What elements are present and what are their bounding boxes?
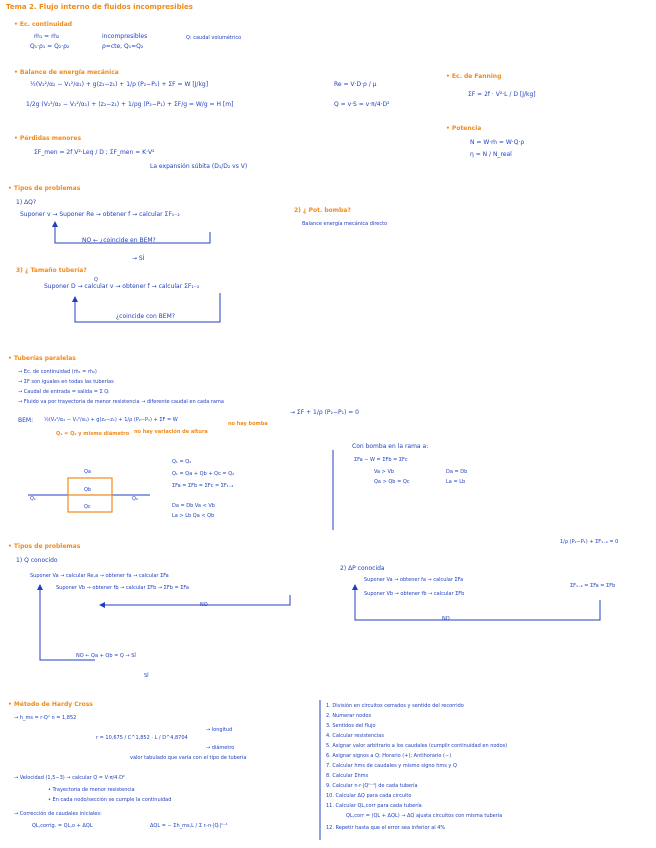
- page-title: Tema 2. Flujo interno de fluidos incompresibles: [6, 3, 193, 11]
- step-11-note: QL,corr = (QL + ΔQL) → ΔQ ajusta circuitos con misma tubería: [346, 813, 503, 819]
- pump-eq-2: Va > Vb: [374, 469, 395, 475]
- parallel-bem-result: → ΣF + 1/ρ (P₂−P₁) = 0: [290, 409, 359, 416]
- power-eq2: η = N / N_real: [470, 151, 512, 158]
- problem-3-q: Q: [94, 277, 98, 283]
- q-known-flow-b: Suponer Vb → obtener fb → calcular ΣFb → ΣFb = ΣFa: [56, 585, 189, 591]
- parallel-eq-5: La > Lb Qa < Qb: [172, 513, 215, 519]
- loop-arrow-q2: [40, 585, 95, 660]
- parallel-eq-2: Q₁ = Qa + Qb + Qc = Q₂: [172, 471, 235, 477]
- pump-eq-4: Da = Db: [446, 469, 468, 475]
- step-4: 4. Calcular resistencias: [326, 733, 384, 739]
- minor-losses-note: La expansión súbita (D₁/D₂ vs V): [150, 163, 248, 170]
- parallel-item-1: → Ec. de continuidad (ṁ₁ = ṁ₂): [18, 369, 97, 375]
- power-heading: • Potencia: [446, 125, 482, 132]
- pump-eq-3: Qa > Qb = Qc: [374, 479, 410, 485]
- step-6: 6. Asignar signos a Q: Horario (+); Antihorario (−): [326, 753, 452, 759]
- continuity-incompressible-eq: ρ=cte, Q₁=Q₂: [102, 43, 144, 50]
- loop-arrow-q: [100, 595, 290, 605]
- parallel-note-c: no hay bomba: [228, 421, 268, 427]
- q-known-flow-a: Suponer Va → calcular Re,a → obtener fa → calcular ΣFa: [30, 573, 169, 579]
- hardy-velocity: → Velocidad (1,5−3) → calcular Q = V·π/4·D²: [14, 775, 125, 781]
- parallel-eq-1: Q₁ = Q₂: [172, 459, 192, 465]
- hardy-r-note: valor tabulado que varía con el tipo de tubería: [130, 755, 247, 761]
- parallel-eq-4: Da = Db Va < Vb: [172, 503, 215, 509]
- fanning-heading: • Ec. de Fanning: [446, 73, 502, 80]
- problem-types2-heading: • Tipos de problemas: [8, 543, 81, 550]
- power-eq1: N = W·ṁ = W·Q·ρ: [470, 139, 525, 146]
- continuity-heading: • Ec. continuidad: [14, 21, 73, 28]
- step-9: 9. Calcular n·r·|Qⁿ⁻¹| de cada tubería: [326, 783, 418, 789]
- dp-flow-b: Suponer Vb → obtener fb → calcular ΣFb: [364, 591, 465, 597]
- problem-1-check: NO ← ¿coincide en BEM?: [82, 237, 156, 244]
- parallel-bem-label: BEM:: [18, 417, 34, 424]
- problem-2-label: 2) ¿ Pot. bomba?: [294, 207, 351, 214]
- dp-brace-eq: ΣF₁₋₂ = ΣFa = ΣFb: [570, 583, 616, 589]
- dp-flow-a: Suponer Va → obtener fa → calcular ΣFa: [364, 577, 464, 583]
- problem-types-heading: • Tipos de problemas: [8, 185, 81, 192]
- energy-eq1: ½(V₂²/α₂ − V₁²/α₁) + g(z₂−z₁) + 1/ρ (P₂−P₁) + ΣF = W [J/kg]: [30, 81, 209, 88]
- fanning-eq: ΣF = 2f · V²·L / D [J/kg]: [468, 91, 536, 98]
- parallel-item-4: → Fluido va por trayectoria de menor resistencia → diferente caudal en cada rama: [18, 399, 224, 405]
- step-11: 11. Calcular QL,corr para cada tubería: [326, 803, 422, 809]
- step-1: 1. División en circuitos cerrados y sentido del recorrido: [326, 703, 464, 709]
- diagram-label-qc: Qc: [84, 504, 91, 510]
- step-3: 3. Sentidos del flujo: [326, 723, 376, 729]
- diagram-label-q1: Q₁: [30, 496, 36, 502]
- parallel-note-b: no hay variación de altura: [134, 429, 208, 435]
- problem-2-note: Balance energía mecánica directo: [302, 221, 388, 227]
- hardy-r-eq: r = 10,675 / C^1,852 · L / D^4,8704: [96, 735, 188, 741]
- problem-3-loop: ¿coincide con BEM?: [116, 313, 175, 320]
- hardy-h-eq: → h_ms = r·Qⁿ n = 1,852: [14, 715, 77, 721]
- dp-known-label: 2) ΔP conocida: [340, 565, 385, 572]
- diagram-label-q2: Q₂: [132, 496, 138, 502]
- flow-eq: Q = v·S = v·π/4·D²: [334, 101, 390, 108]
- problem-3-flow: Suponer D → calcular v → obtener f → calcular ΣF₁₋₂: [44, 283, 200, 290]
- step-5: 5. Asignar valor arbitrario a los caudales (cumplir continuidad en nodos): [326, 743, 508, 749]
- parallel-note-a: Q₁ = Q₂ y mismo diámetro: [56, 431, 130, 437]
- step-7: 7. Calcular hms de caudales y mismo signo hms y Q: [326, 763, 457, 769]
- hardy-correction: → Corrección de caudales iniciales:: [14, 811, 102, 817]
- pump-eq-5: La = Lb: [446, 479, 466, 485]
- problem-1-flow: Suponer v → Suponer Re → obtener f → calcular ΣF₁₋₂: [20, 211, 180, 218]
- step-8: 8. Calcular Σhms: [326, 773, 369, 779]
- hardy-heading: • Método de Hardy Cross: [8, 701, 93, 708]
- parallel-bem-eq: ½(V₂²/α₂ − V₁²/α₁) + g(z₂−z₁) + 1/ρ (P₂−P₁) + ΣF = W: [44, 417, 178, 423]
- problem-1-yes: → SÍ: [132, 255, 145, 262]
- q-known-label: 1) Q conocido: [16, 557, 58, 564]
- q-known-si: SÍ: [144, 673, 149, 679]
- dp-no: NO: [442, 616, 450, 622]
- diagram-label-qa: Qa: [84, 469, 91, 475]
- minor-losses-heading: • Pérdidas menores: [14, 135, 82, 142]
- q-known-sum: NO ← Qa + Qb = Q → SÍ: [76, 653, 136, 659]
- step-2: 2. Numerar nodos: [326, 713, 372, 719]
- pump-eq-1: ΣFa − W = ΣFb = ΣFc: [354, 457, 408, 463]
- hardy-dq-eq: ΔQL = − Σh_ms,L / Σ rᵢ·n·|Qᵢ|ⁿ⁻¹: [150, 823, 228, 829]
- continuity-incompressible: incompresibles: [102, 33, 148, 40]
- energy-eq2: 1/2g (V₂²/α₂ − V₁²/α₁) + (z₂−z₁) + 1/ρg (P₂−P₁) + ΣF/g = W/g = H [m]: [26, 101, 234, 108]
- q-known-no: NO: [200, 602, 208, 608]
- parallel-eq-3: ΣFa = ΣFb = ΣFc = ΣF₁₋₂: [172, 483, 234, 489]
- continuity-eq1: ṁ₁ = ṁ₂: [34, 33, 60, 40]
- parallel-item-3: → Caudal de entrada = salida = Σ Qᵢ: [18, 389, 110, 395]
- hardy-r-label-l: → longitud: [206, 727, 233, 733]
- reynolds-eq: Re = V·D·ρ / μ: [334, 81, 377, 88]
- problem-1-label: 1) ΔQ?: [16, 199, 37, 206]
- diagram-label-qb: Qb: [84, 487, 92, 493]
- continuity-caudal-note: Q: caudal volumétrico: [186, 35, 242, 41]
- parallel-heading: • Tuberías paralelas: [8, 355, 76, 362]
- dp-top-eq: 1/ρ (P₂−P₁) + ΣF₁₋₂ = 0: [560, 539, 619, 545]
- hardy-vel-bullet-1: • Trayectoria de menor resistencia: [48, 787, 135, 793]
- step-12: 12. Repetir hasta que el error sea inferior al 4%: [326, 825, 446, 831]
- problem-3-label: 3) ¿ Tamaño tubería?: [16, 267, 87, 274]
- pump-heading: Con bomba en la rama a:: [352, 443, 429, 450]
- hardy-r-label-d: → diámetro: [206, 745, 235, 751]
- continuity-eq2: Q₁·ρ₁ = Q₂·ρ₂: [30, 43, 70, 50]
- hardy-vel-bullet-2: • En cada nodo/sección se cumple la continuidad: [48, 797, 172, 803]
- hardy-corr-eq: QL,corrig. = QL,o + ΔQL: [32, 823, 93, 829]
- minor-losses-eq: ΣF_men = 2f V²·Leq / D ; ΣF_men = K·V²: [34, 149, 155, 156]
- energy-heading: • Balance de energía mecánica: [14, 69, 119, 76]
- step-10: 10. Calcular ΔQ para cada circuito: [326, 793, 412, 799]
- parallel-item-2: → ΣF son iguales en todas las tuberías: [18, 379, 114, 385]
